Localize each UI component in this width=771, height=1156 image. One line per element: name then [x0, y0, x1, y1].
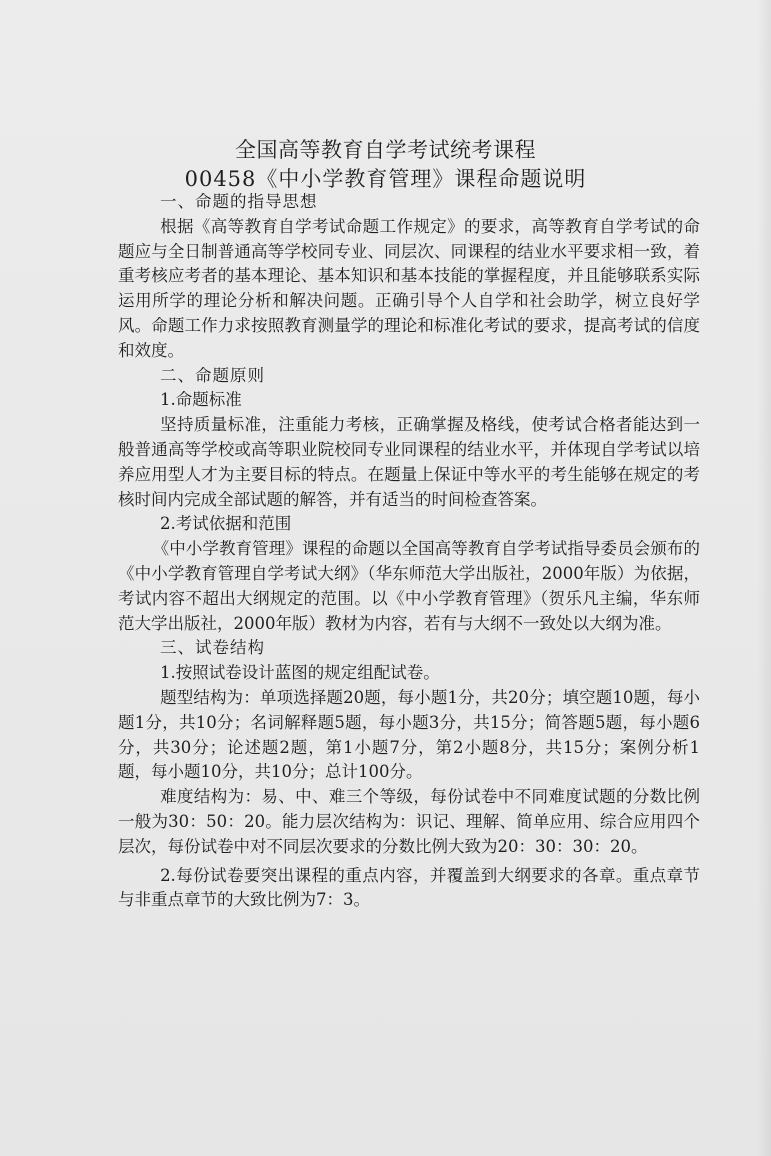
document-body — [118, 190, 700, 913]
subsection-title-2-2: 2.考试依据和范围 — [160, 514, 292, 534]
section-heading-2: 二、命题原则 — [160, 365, 265, 385]
paragraph-guiding-principle: 根据《高等教育自学考试命题工作规定》的要求，高等教育自学考试的命题应与全日制普通高等学校同专业、同层次、同课程的结业水平要求相一致，着重考核应考者的基本理论、基本知识和基本技能的掌握程度，并且能够联系实际运用所学的理论分析和解决问题。正确引导个人自学和社会助学，树立良好学风。命题工作力求按照教育测量学的理论和标准化考试的要求，提高考试的信度和效度。 — [118, 216, 700, 360]
paragraph-key-content: 2.每份试卷要突出课程的重点内容，并覆盖到大纲要求的各章。重点章节与非重点章节的大致比例为7：3。 — [118, 865, 700, 910]
paragraph-standard: 坚持质量标准，注重能力考核，正确掌握及格线，使考试合格者能达到一般普通高等学校或高等职业院校同专业同课程的结业水平，并体现自学考试以培养应用型人才为主要目标的特点。在题量上保证中等水平的考生能够在规定的考核时间内完成全部试题的解答，并有适当的时间检查答案。 — [118, 415, 700, 509]
subsection-title-3-1: 1.按照试卷设计蓝图的规定组配试卷。 — [160, 663, 440, 683]
subsection-title-2-1: 1.命题标准 — [160, 390, 242, 410]
document-title-line1: 全国高等教育自学考试统考课程 — [235, 138, 536, 162]
section-heading-3: 三、试卷结构 — [160, 638, 265, 658]
document-title-line2: 00458《中小学教育管理》课程命题说明 — [184, 167, 587, 191]
section-heading-1: 一、命题的指导思想 — [160, 192, 318, 211]
paragraph-difficulty: 难度结构为：易、中、难三个等级，每份试卷中不同难度试题的分数比例一般为30：50：20。能力层次结构为：识记、理解、简单应用、综合应用四个层次，每份试卷中对不同层次要求的分数比例大致为20：30：30：20。 — [118, 787, 700, 856]
paragraph-basis-scope: 《中小学教育管理》课程的命题以全国高等教育自学考试指导委员会颁布的《中小学教育管理自学考试大纲》（华东师范大学出版社，2000年版）为依据，考试内容不超出大纲规定的范围。以《中小学教育管理》（贺乐凡主编，华东师范大学出版社，2000年版）教材为内容，若有与大纲不一致处以大纲为准。 — [118, 539, 700, 633]
paragraph-question-types: 题型结构为：单项选择题20题，每小题1分，共20分；填空题10题，每小题1分，共10分；名词解释题5题，每小题3分，共15分；简答题5题，每小题6分，共30分；论述题2题，第1小题7分，第2小题8分，共15分；案例分析1题，每小题10分，共10分；总计100分。 — [118, 687, 700, 782]
